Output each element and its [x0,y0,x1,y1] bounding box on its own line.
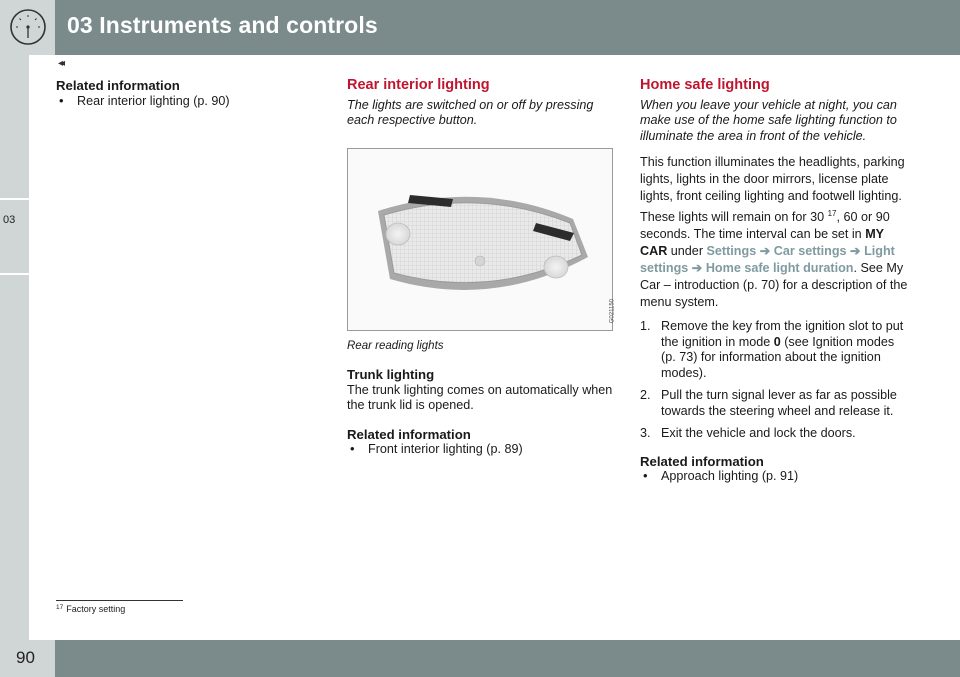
step-text: Exit the vehicle and lock the doors. [661,426,856,440]
steps-list [640,319,910,442]
step-item [640,388,910,419]
step-text: Pull the turn signal lever as far as possible towards the steering wheel and release it. [661,388,897,418]
figure-code: G021150 [609,298,615,323]
section-lead: The lights are switched on or off by pressing each respective button. [347,97,594,127]
footnote-number: 17 [56,604,64,611]
section-lead: When you leave your vehicle at night, you can make use of the home safe lighting function to illuminate the area in front of the vehicle. [640,97,897,143]
chapter-icon-box [0,0,55,55]
section-title: Rear interior lighting [347,77,490,93]
column-2 [347,78,614,458]
figure-caption: Rear reading lights [347,339,444,352]
step-text: Remove the key from the ignition slot to put the ignition in mode [661,319,904,349]
page-title: 03 Instruments and controls [67,12,378,38]
page-number: 90 [16,648,35,667]
footnote [56,604,125,614]
column-3 [640,78,910,485]
footer-bar [0,640,960,677]
step-number: 2. [640,388,651,402]
side-strip-bottom [0,275,29,640]
related-info-heading: Related information [347,426,471,442]
column-1 [56,78,311,109]
footnote-divider [56,600,183,601]
trunk-lighting-text: The trunk lighting comes on automatically when the trunk lid is opened. [347,382,613,412]
related-link[interactable]: • Approach lighting (p. 91) [640,469,910,485]
gauge-icon [8,5,48,49]
related-link[interactable]: • Front interior lighting (p. 89) [347,442,614,458]
back-arrows-icon[interactable]: ◂◂ [58,58,63,69]
chapter-tab[interactable] [0,198,29,275]
ignition-mode: 0 [773,334,781,349]
step-item [640,319,910,381]
body-text: , 60 or 90 seconds. The time interval can be set in [640,210,890,241]
section-title: Home safe lighting [640,77,770,93]
body-text: This function illuminates the headlights, parking lights, lights in the door mirrors, license plate lights, front ceiling lighting and footwell lighting. These lights will remain on for 30 [640,155,905,224]
body-text: . See My Car – introduction (p. 70) for a description of the menu system. [640,261,908,309]
footnote-ref[interactable]: 17 [827,209,837,218]
side-strip-top [0,55,29,198]
step-number: 3. [640,426,651,440]
trunk-lighting-heading: Trunk lighting [347,367,435,382]
body-text: under [670,244,704,258]
step-item [640,426,910,442]
my-car-label: MY CAR [640,227,884,258]
step-number: 1. [640,319,651,333]
chapter-tab-label: 03 [3,214,16,226]
related-link[interactable]: • Rear interior lighting (p. 90) [56,94,311,110]
footnote-text: Factory setting [66,604,126,614]
ceiling-light-illustration [348,149,614,332]
menu-path: Settings ➔ Car settings ➔ Light settings ➔ Home safe light duration [640,244,895,275]
home-safe-body [640,154,910,311]
related-info-heading: Related information [56,78,180,93]
related-info-heading: Related information [640,453,764,469]
step-text: (see Ignition modes (p. 73) for information about the ignition modes). [661,334,895,380]
rear-reading-lights-figure [347,148,613,331]
